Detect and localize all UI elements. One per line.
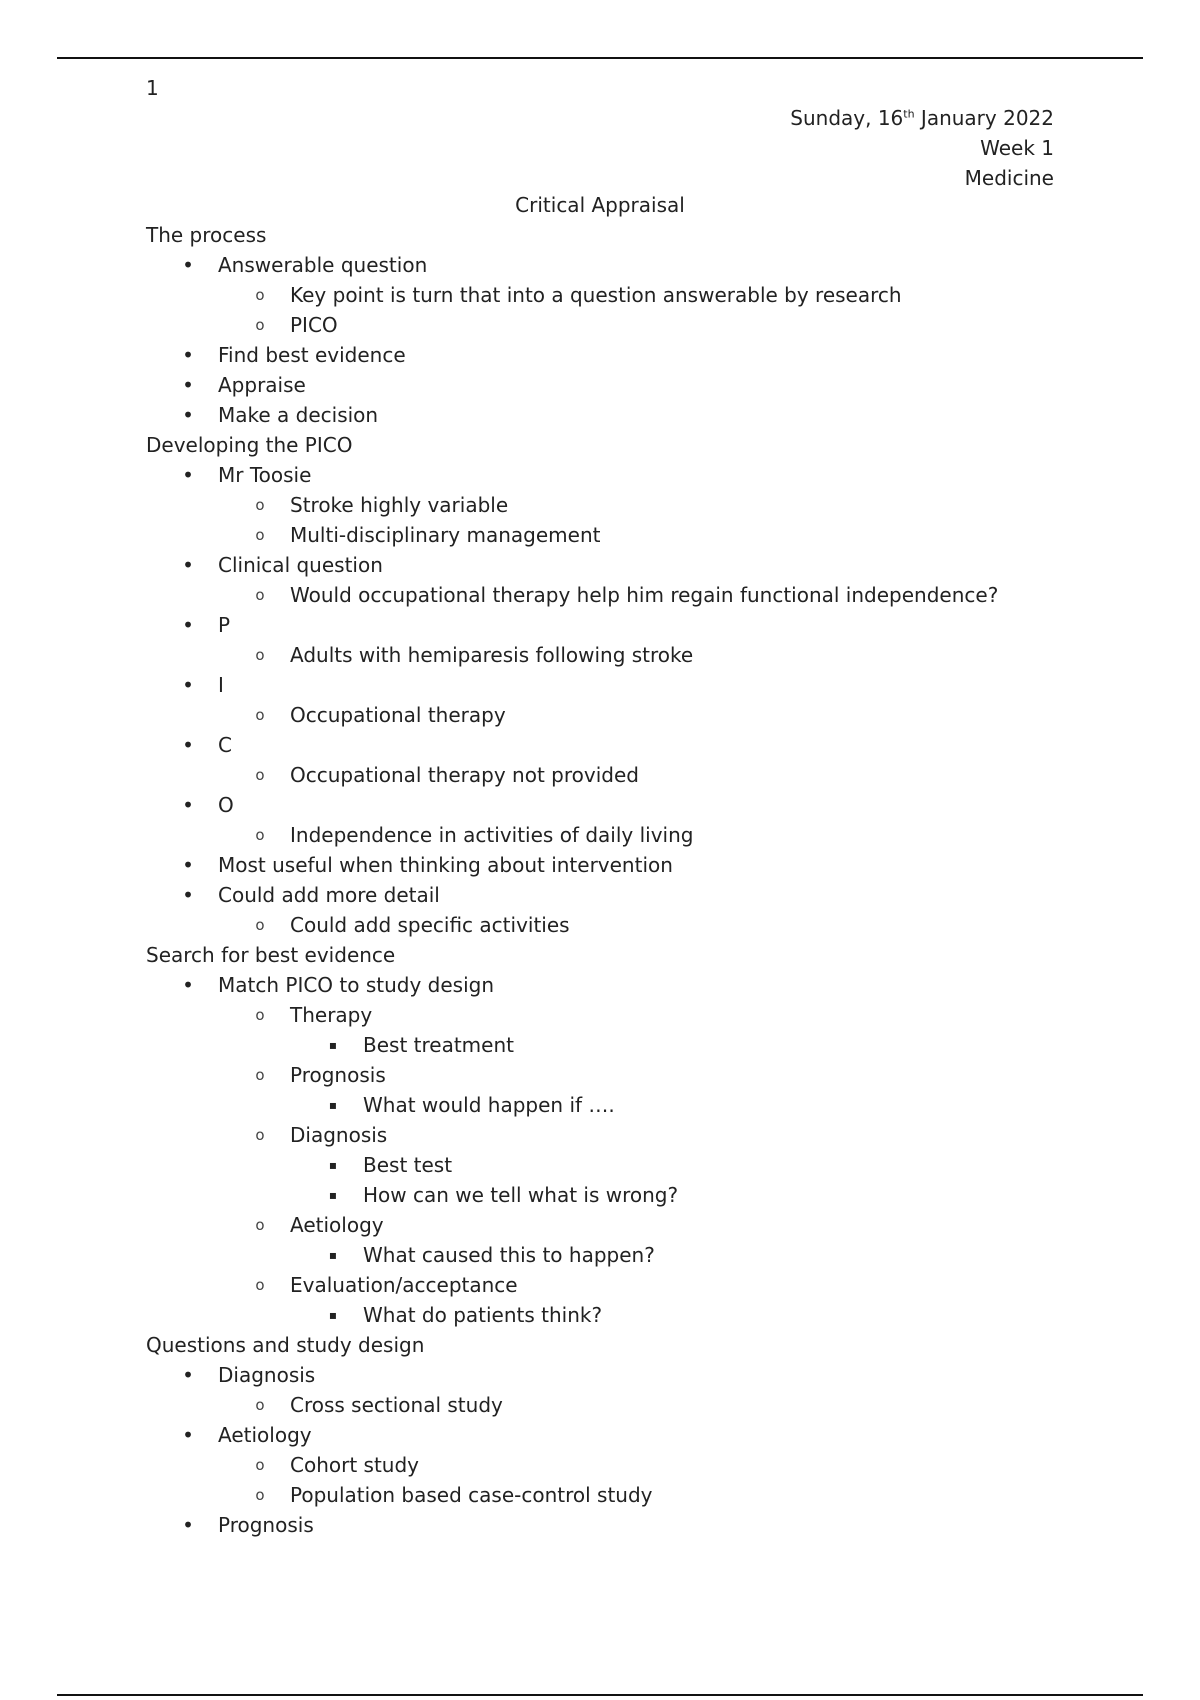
list-item bbox=[146, 1300, 1106, 1330]
list-item bbox=[146, 1120, 1106, 1150]
list-item-text: Find best evidence bbox=[218, 343, 406, 367]
list-item-text: Cohort study bbox=[290, 1453, 420, 1477]
bullet-icon: • bbox=[182, 853, 194, 877]
bullet-icon: o bbox=[255, 286, 265, 304]
date-line bbox=[790, 103, 1054, 133]
list-item bbox=[146, 760, 1106, 790]
list-item bbox=[146, 850, 1106, 880]
bullet-icon: • bbox=[182, 463, 194, 487]
bullet-icon: • bbox=[182, 373, 194, 397]
list-item-text: Occupational therapy bbox=[290, 703, 506, 727]
list-item bbox=[146, 610, 1106, 640]
section-heading bbox=[146, 940, 1106, 970]
list-item-text: O bbox=[218, 793, 234, 817]
week-label: Week 1 bbox=[980, 136, 1054, 160]
list-item-text: Diagnosis bbox=[218, 1363, 316, 1387]
date-ordinal: th bbox=[903, 107, 915, 121]
list-item-text: Prognosis bbox=[218, 1513, 314, 1537]
date-prefix: Sunday, 16 bbox=[790, 106, 904, 130]
list-item-text: Could add more detail bbox=[218, 883, 440, 907]
list-item bbox=[146, 1180, 1106, 1210]
date-suffix: January 2022 bbox=[914, 106, 1054, 130]
list-item bbox=[146, 460, 1106, 490]
bullet-icon: • bbox=[182, 553, 194, 577]
bullet-icon: o bbox=[255, 1456, 265, 1474]
bullet-icon: o bbox=[255, 826, 265, 844]
list-item bbox=[146, 1000, 1106, 1030]
list-item-text: Adults with hemiparesis following stroke bbox=[290, 643, 694, 667]
list-item bbox=[146, 820, 1106, 850]
bullet-icon: o bbox=[255, 1126, 265, 1144]
bullet-icon: • bbox=[182, 613, 194, 637]
list-item bbox=[146, 670, 1106, 700]
bullet-icon: • bbox=[182, 1363, 194, 1387]
list-item-text: Population based case-control study bbox=[290, 1483, 653, 1507]
bullet-icon: ▪ bbox=[328, 1098, 338, 1112]
list-item bbox=[146, 550, 1106, 580]
list-item bbox=[146, 1090, 1106, 1120]
list-item-text: Most useful when thinking about intervention bbox=[218, 853, 673, 877]
list-item-text: What do patients think? bbox=[363, 1303, 603, 1327]
section-heading bbox=[146, 430, 1106, 460]
bullet-icon: o bbox=[255, 316, 265, 334]
list-item bbox=[146, 580, 1106, 610]
document-meta bbox=[790, 103, 1054, 193]
list-item-text: Independence in activities of daily living bbox=[290, 823, 694, 847]
list-item bbox=[146, 370, 1106, 400]
list-item-text: PICO bbox=[290, 313, 338, 337]
bullet-icon: o bbox=[255, 1486, 265, 1504]
list-item bbox=[146, 1030, 1106, 1060]
list-item-text: C bbox=[218, 733, 232, 757]
notes-body bbox=[146, 220, 1106, 1540]
header-rule bbox=[57, 57, 1143, 59]
bullet-icon: • bbox=[182, 1423, 194, 1447]
list-item bbox=[146, 1240, 1106, 1270]
list-item-text: How can we tell what is wrong? bbox=[363, 1183, 679, 1207]
list-item bbox=[146, 1270, 1106, 1300]
list-item-text: Mr Toosie bbox=[218, 463, 312, 487]
page-number: 1 bbox=[146, 76, 159, 100]
list-item bbox=[146, 340, 1106, 370]
section-heading-text: Search for best evidence bbox=[146, 943, 396, 967]
list-item-text: Key point is turn that into a question answerable by research bbox=[290, 283, 902, 307]
list-item-text: Aetiology bbox=[290, 1213, 384, 1237]
list-item bbox=[146, 1420, 1106, 1450]
list-item bbox=[146, 970, 1106, 1000]
list-item bbox=[146, 310, 1106, 340]
bullet-icon: o bbox=[255, 1396, 265, 1414]
bullet-icon: • bbox=[182, 253, 194, 277]
bullet-icon: ▪ bbox=[328, 1038, 338, 1052]
list-item bbox=[146, 1480, 1106, 1510]
bullet-icon: o bbox=[255, 916, 265, 934]
bullet-icon: • bbox=[182, 343, 194, 367]
section-heading bbox=[146, 220, 1106, 250]
list-item bbox=[146, 520, 1106, 550]
list-item-text: Occupational therapy not provided bbox=[290, 763, 639, 787]
bullet-icon: • bbox=[182, 673, 194, 697]
list-item-text: What caused this to happen? bbox=[363, 1243, 655, 1267]
list-item bbox=[146, 490, 1106, 520]
list-item bbox=[146, 700, 1106, 730]
list-item-text: Therapy bbox=[290, 1003, 373, 1027]
bullet-icon: o bbox=[255, 1216, 265, 1234]
document-title: Critical Appraisal bbox=[515, 193, 685, 217]
bullet-icon: • bbox=[182, 973, 194, 997]
subject-label: Medicine bbox=[964, 166, 1054, 190]
list-item-text: Match PICO to study design bbox=[218, 973, 495, 997]
list-item bbox=[146, 1360, 1106, 1390]
list-item-text: Clinical question bbox=[218, 553, 383, 577]
list-item bbox=[146, 1450, 1106, 1480]
list-item bbox=[146, 1060, 1106, 1090]
list-item bbox=[146, 280, 1106, 310]
list-item bbox=[146, 640, 1106, 670]
section-heading-text: Questions and study design bbox=[146, 1333, 425, 1357]
list-item-text: Best test bbox=[363, 1153, 453, 1177]
list-item-text: Make a decision bbox=[218, 403, 379, 427]
bullet-icon: ▪ bbox=[328, 1188, 338, 1202]
bullet-icon: o bbox=[255, 1276, 265, 1294]
list-item-text: P bbox=[218, 613, 231, 637]
bullet-icon: o bbox=[255, 766, 265, 784]
list-item bbox=[146, 880, 1106, 910]
list-item-text: Answerable question bbox=[218, 253, 428, 277]
bullet-icon: o bbox=[255, 1006, 265, 1024]
list-item-text: Stroke highly variable bbox=[290, 493, 509, 517]
list-item bbox=[146, 1150, 1106, 1180]
list-item-text: Prognosis bbox=[290, 1063, 386, 1087]
list-item-text: Diagnosis bbox=[290, 1123, 388, 1147]
bullet-icon: o bbox=[255, 496, 265, 514]
list-item-text: What would happen if …. bbox=[363, 1093, 615, 1117]
bullet-icon: • bbox=[182, 793, 194, 817]
bullet-icon: • bbox=[182, 403, 194, 427]
list-item-text: Best treatment bbox=[363, 1033, 514, 1057]
list-item bbox=[146, 1210, 1106, 1240]
bullet-icon: • bbox=[182, 733, 194, 757]
bullet-icon: o bbox=[255, 1066, 265, 1084]
bullet-icon: ▪ bbox=[328, 1248, 338, 1262]
list-item-text: Would occupational therapy help him regain functional independence? bbox=[290, 583, 999, 607]
list-item bbox=[146, 1390, 1106, 1420]
list-item-text: Evaluation/acceptance bbox=[290, 1273, 518, 1297]
list-item-text: Could add specific activities bbox=[290, 913, 570, 937]
list-item bbox=[146, 1510, 1106, 1540]
footer-rule bbox=[57, 1694, 1143, 1696]
bullet-icon: o bbox=[255, 706, 265, 724]
list-item-text: Aetiology bbox=[218, 1423, 312, 1447]
bullet-icon: • bbox=[182, 883, 194, 907]
bullet-icon: • bbox=[182, 1513, 194, 1537]
section-heading-text: Developing the PICO bbox=[146, 433, 353, 457]
list-item bbox=[146, 790, 1106, 820]
list-item bbox=[146, 910, 1106, 940]
list-item bbox=[146, 730, 1106, 760]
section-heading bbox=[146, 1330, 1106, 1360]
section-heading-text: The process bbox=[146, 223, 267, 247]
list-item-text: Cross sectional study bbox=[290, 1393, 503, 1417]
bullet-icon: o bbox=[255, 586, 265, 604]
list-item-text: Appraise bbox=[218, 373, 306, 397]
list-item bbox=[146, 400, 1106, 430]
bullet-icon: o bbox=[255, 526, 265, 544]
bullet-icon: ▪ bbox=[328, 1158, 338, 1172]
bullet-icon: o bbox=[255, 646, 265, 664]
list-item-text: Multi-disciplinary management bbox=[290, 523, 601, 547]
list-item-text: I bbox=[218, 673, 224, 697]
list-item bbox=[146, 250, 1106, 280]
bullet-icon: ▪ bbox=[328, 1308, 338, 1322]
